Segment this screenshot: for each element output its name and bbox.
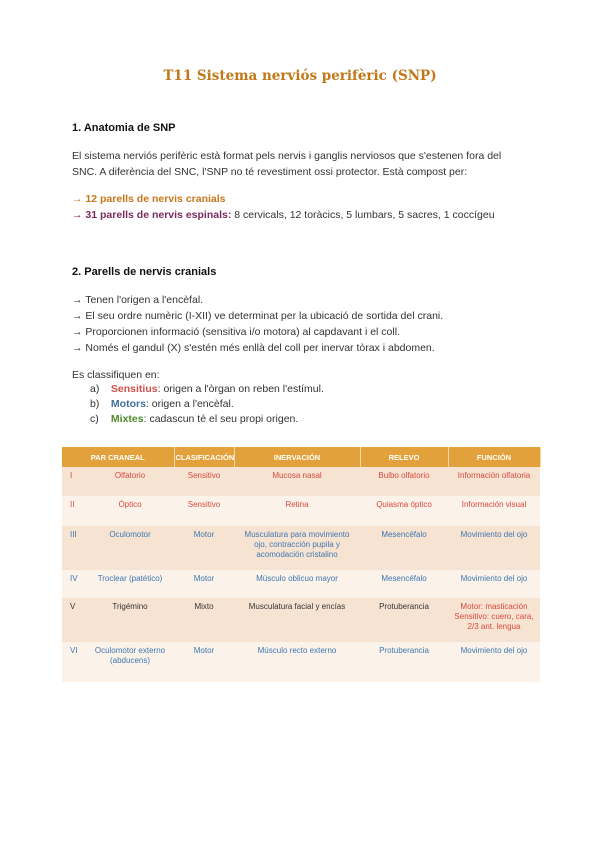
table-cell: V <box>62 598 86 642</box>
function-sensitive: Sensitivo: cuero, cara, 2/3 ant. lengua <box>454 612 534 631</box>
table-cell: Troclear (patético) <box>86 570 174 598</box>
table-cell: III <box>62 526 86 570</box>
table-cell: Óptico <box>86 496 174 526</box>
list-item-cranial <box>72 193 226 205</box>
table-cell: Motor <box>174 526 234 570</box>
column-header: PAR CRANEAL <box>62 447 174 467</box>
list-item-spinal <box>72 209 495 221</box>
table-cell: Músculo oblicuo mayor <box>234 570 360 598</box>
table-header-row <box>62 447 540 467</box>
table-cell: Mesencéfalo <box>360 570 448 598</box>
table-cell: II <box>62 496 86 526</box>
table-cell: Movimiento del ojo <box>448 526 540 570</box>
table-cell <box>448 598 540 642</box>
cranial-nerves-label: 12 parells de nervis cranials <box>85 193 226 205</box>
table-cell: Información visual <box>448 496 540 526</box>
column-header: FUNCIÓN <box>448 447 540 467</box>
cranial-nerves-table <box>62 447 541 682</box>
table-cell: Sensitivo <box>174 467 234 496</box>
class-name: Motors <box>110 398 146 410</box>
table-cell: Mesencéfalo <box>360 526 448 570</box>
section-heading-anatomia: 1. Anatomia de SNP <box>72 122 176 134</box>
table-cell: IV <box>62 570 86 598</box>
table-cell: Olfatorio <box>86 467 174 496</box>
table-cell: I <box>62 467 86 496</box>
arrow-icon: → <box>72 193 83 205</box>
list-item: → El seu ordre numèric (I-XII) ve determinat per la ubicació de sortida del crani. <box>72 310 444 322</box>
table-row <box>62 496 540 526</box>
class-name: Sensitius <box>110 383 158 395</box>
table-cell: Quiasma óptico <box>360 496 448 526</box>
table-cell: Músculo recto externo <box>234 642 360 682</box>
table-cell: VI <box>62 642 86 682</box>
intro-paragraph-line2: SNC. A diferència del SNC, l'SNP no té revestiment ossi protector. Està compost per: <box>72 166 468 178</box>
column-header: CLASIFICACIÓN <box>174 447 234 467</box>
table-cell: Musculatura para movimiento ojo, contracción pupila y acomodación cristalino <box>234 526 360 570</box>
list-item: → Només el gandul (X) s'estén més enllà del coll per inervar tòrax i abdomen. <box>72 342 435 354</box>
table-cell: Bulbo olfatorio <box>360 467 448 496</box>
table-cell: Retina <box>234 496 360 526</box>
table-row <box>62 570 540 598</box>
spinal-nerves-detail: 8 cervicals, 12 toràcics, 5 lumbars, 5 sacres, 1 coccígeu <box>231 209 495 221</box>
table-row <box>62 642 540 682</box>
table-cell: Musculatura facial y encías <box>234 598 360 642</box>
column-header: INERVACIÓN <box>234 447 360 467</box>
table-cell: Información olfatoria <box>448 467 540 496</box>
spinal-nerves-label: 31 parells de nervis espinals: <box>85 209 232 221</box>
list-label: a) <box>90 383 100 395</box>
column-header: RELEVO <box>360 447 448 467</box>
list-item: → Proporcionen informació (sensitiva i/o motora) al capdavant i el coll. <box>72 326 400 338</box>
list-item: → Tenen l'origen a l'encèfal. <box>72 294 204 306</box>
intro-paragraph-line1: El sistema nerviós perifèric està format pels nervis i ganglis nerviosos que s'estenen fora del <box>72 150 502 162</box>
table-cell: Trigémino <box>86 598 174 642</box>
table-cell: Motor <box>174 570 234 598</box>
table-cell: Oculomotor <box>86 526 174 570</box>
table-cell: Sensitivo <box>174 496 234 526</box>
list-label: c) <box>90 413 99 425</box>
page-title: T11 Sistema nerviós perifèric (SNP) <box>163 68 437 84</box>
table-cell: Protuberancia <box>360 642 448 682</box>
classify-intro: Es classifiquen en: <box>72 369 160 381</box>
class-name: Mixtes <box>110 413 144 425</box>
class-item-motors <box>90 398 234 410</box>
class-item-mixtes <box>90 413 298 425</box>
class-item-sensitius <box>90 383 324 395</box>
arrow-icon: → <box>72 209 83 221</box>
table-row <box>62 526 540 570</box>
table-cell: Protuberancia <box>360 598 448 642</box>
table-row <box>62 598 540 642</box>
table-cell: Movimiento del ojo <box>448 642 540 682</box>
table-row <box>62 467 540 496</box>
class-desc: : cadascun té el seu propi origen. <box>143 413 299 425</box>
table-cell: Mucosa nasal <box>234 467 360 496</box>
list-label: b) <box>90 398 100 410</box>
table-cell: Oculomotor externo (abducens) <box>86 642 174 682</box>
table-cell: Movimiento del ojo <box>448 570 540 598</box>
table-cell: Mixto <box>174 598 234 642</box>
table-cell: Motor <box>174 642 234 682</box>
class-desc: : origen a l'encèfal. <box>145 398 234 410</box>
section-heading-parells: 2. Parells de nervis cranials <box>72 266 217 278</box>
class-desc: : origen a l'òrgan on reben l'estímul. <box>157 383 324 395</box>
function-motor: Motor: masticación <box>460 602 528 611</box>
